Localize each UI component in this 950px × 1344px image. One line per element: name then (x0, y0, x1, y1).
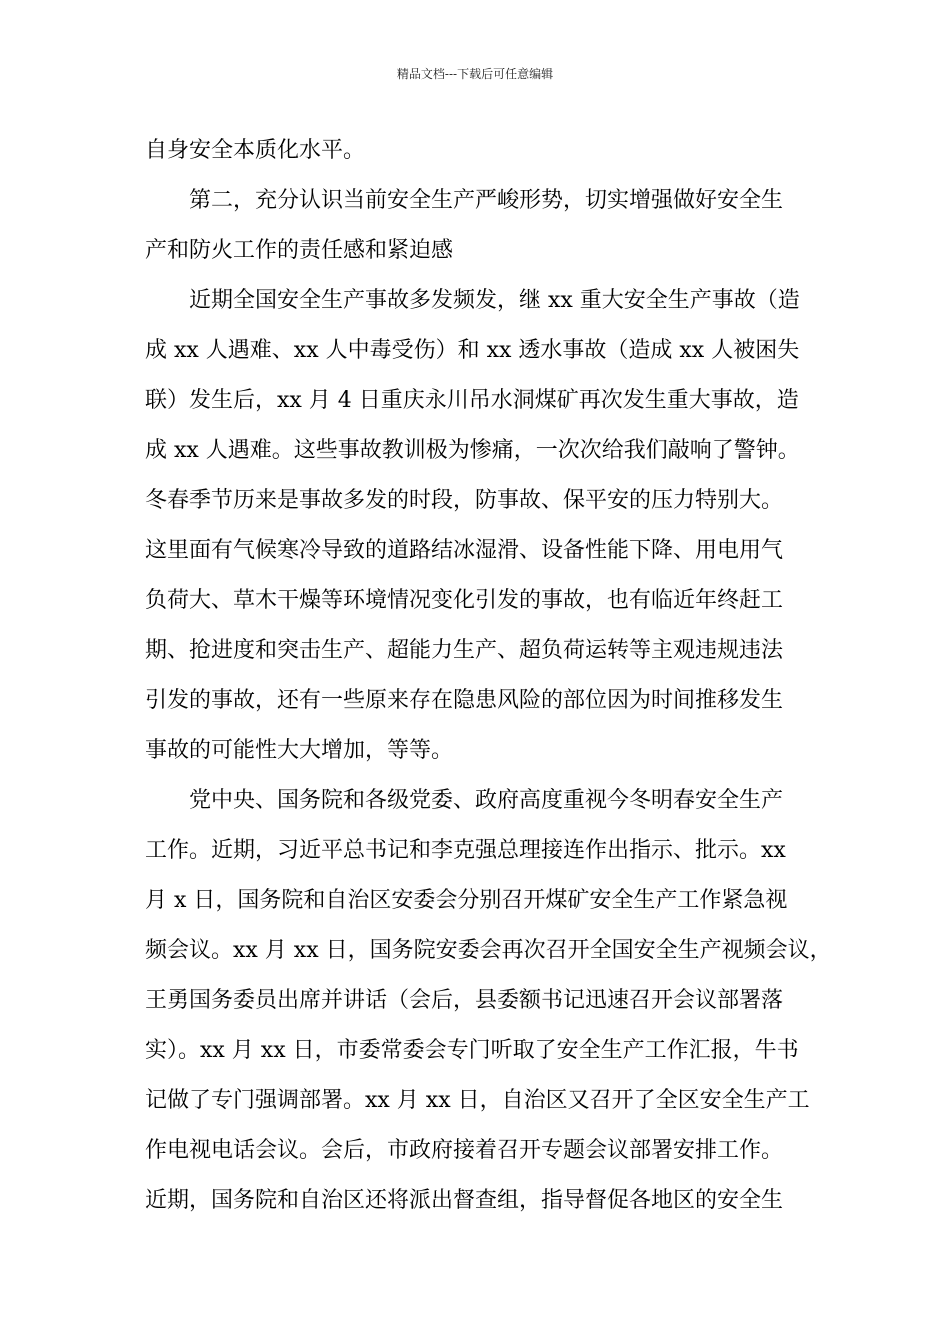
text-line: 月 x 日，国务院和自治区安委会分别召开煤矿安全生产工作紧急视 (145, 888, 788, 913)
text-line: 近期全国安全生产事故多发频发，继 xx 重大安全生产事故（造 (189, 288, 800, 313)
text-line: 近期，国务院和自治区还将派出督查组，指导督促各地区的安全生 (145, 1188, 784, 1213)
text-line: 频会议。xx 月 xx 日，国务院安委会再次召开全国安全生产视频会议， (145, 938, 832, 963)
text-line: 负荷大、草木干燥等环境情况变化引发的事故，也有临近年终赶工 (145, 588, 784, 613)
text-line: 记做了专门强调部署。xx 月 xx 日，自治区又召开了全区安全生产工 (145, 1088, 810, 1113)
text-line: 引发的事故，还有一些原来存在隐患风险的部位因为时间推移发生 (145, 688, 784, 713)
text-line: 作电视电话会议。会后，市政府接着召开专题会议部署安排工作。 (145, 1138, 784, 1163)
text-line: 成 xx 人遇难、xx 人中毒受伤）和 xx 透水事故（造成 xx 人被困失 (145, 338, 800, 363)
text-line: 联）发生后，xx 月 4 日重庆永川吊水洞煤矿再次发生重大事故，造 (145, 388, 799, 413)
text-line: 王勇国务委员出席并讲话（会后，县委额书记迅速召开会议部署落 (145, 988, 784, 1013)
text-line: 党中央、国务院和各级党委、政府高度重视今冬明春安全生产 (189, 788, 784, 813)
heading-line: 产和防火工作的责任感和紧迫感 (145, 238, 454, 263)
text-line: 这里面有气候寒冷导致的道路结冰湿滑、设备性能下降、用电用气 (145, 538, 784, 563)
text-line: 工作。近期，习近平总书记和李克强总理接连作出指示、批示。xx (145, 838, 786, 863)
page-header: 精品文档---下载后可任意编辑 (396, 67, 554, 81)
text-line: 实）。xx 月 xx 日，市委常委会专门听取了安全生产工作汇报，牛书 (145, 1038, 799, 1063)
text-line: 期、抢进度和突击生产、超能力生产、超负荷运转等主观违规违法 (145, 638, 784, 663)
text-line: 事故的可能性大大增加，等等。 (145, 738, 454, 763)
text-line: 自身安全本质化水平。 (145, 138, 366, 163)
text-line: 冬春季节历来是事故多发的时段，防事故、保平安的压力特别大。 (145, 488, 784, 513)
heading-line: 第二，充分认识当前安全生产严峻形势，切实增强做好安全生 (189, 188, 784, 213)
text-line: 成 xx 人遇难。这些事故教训极为惨痛，一次次给我们敲响了警钟。 (145, 438, 800, 463)
